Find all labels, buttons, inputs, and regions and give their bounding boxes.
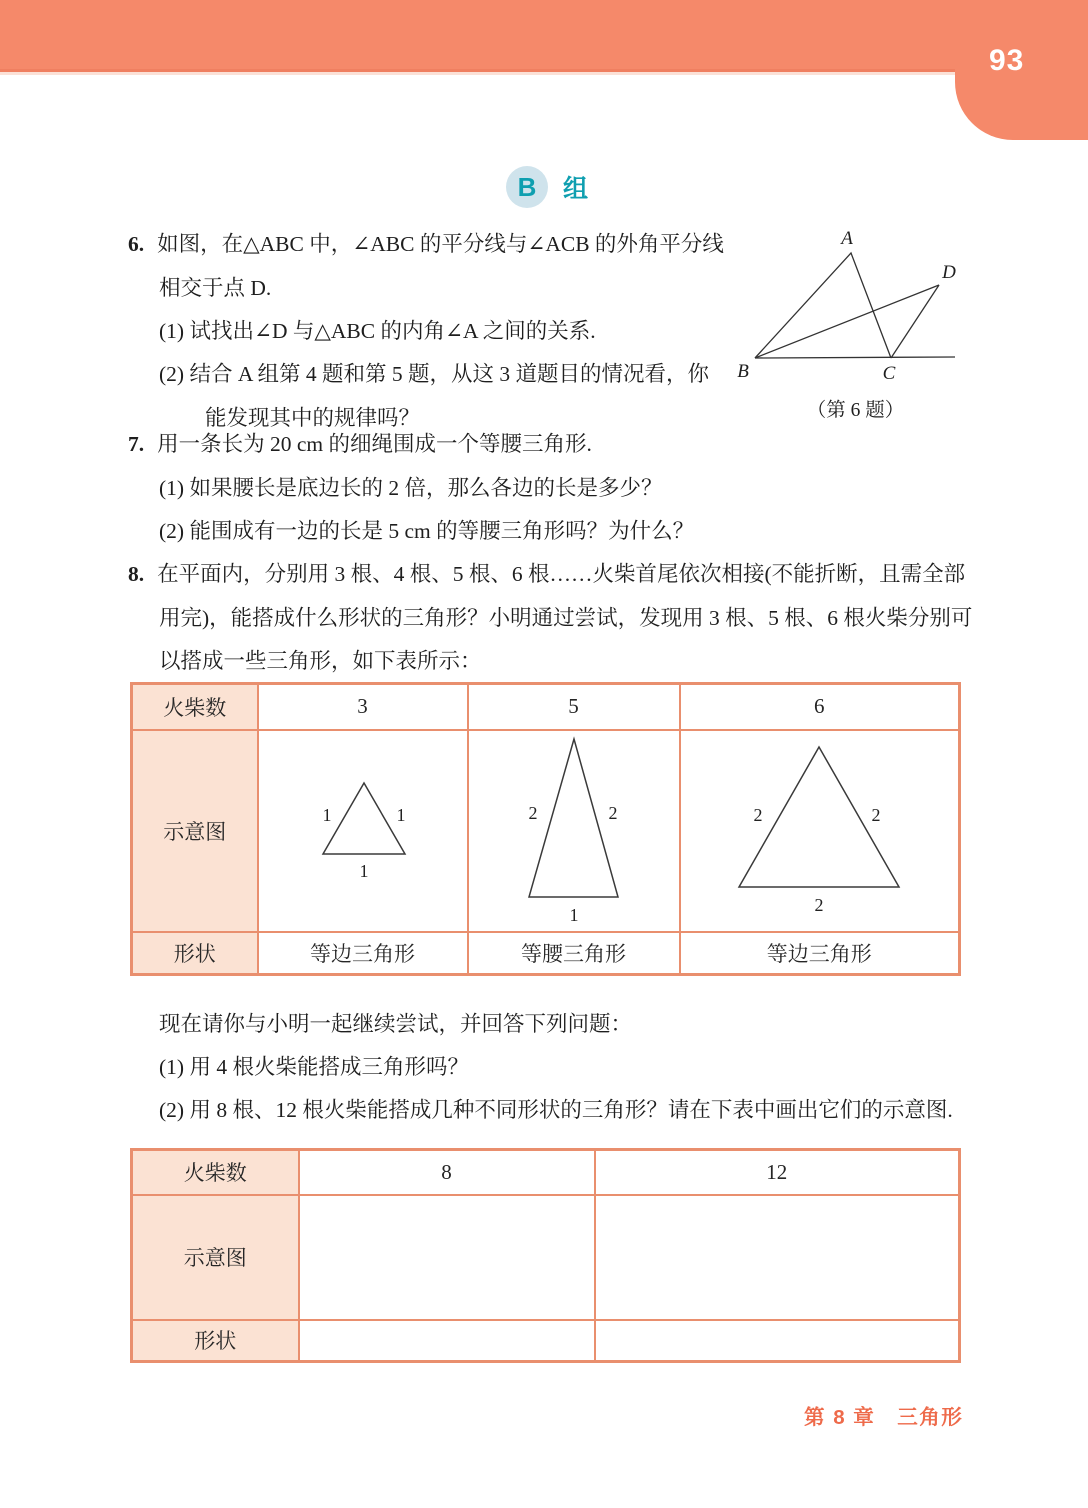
bisector-bd <box>755 285 939 358</box>
table1-count-5: 5 <box>468 684 680 730</box>
vertex-label-d: D <box>942 262 956 283</box>
group-b-header <box>506 166 588 208</box>
table2-count-12: 12 <box>595 1150 960 1195</box>
triangle-abc-sides <box>755 253 891 358</box>
tri3-left-label: 1 <box>322 804 331 825</box>
problem-8-line-1 <box>128 560 965 588</box>
matches-table-1 <box>130 682 961 976</box>
group-b-badge: B <box>506 166 548 208</box>
tri6-right-label: 2 <box>871 804 881 825</box>
vertex-label-a: A <box>841 228 853 249</box>
table1-row-shape-label: 形状 <box>132 932 258 975</box>
page-number: 93 <box>989 44 1025 77</box>
tri6-left-label: 2 <box>753 804 763 825</box>
table1-count-3: 3 <box>258 684 468 730</box>
table1-count-6: 6 <box>680 684 960 730</box>
followup-line-2: (1) 用 4 根火柴能搭成三角形吗？ <box>159 1055 469 1079</box>
table1-header-matches: 火柴数 <box>132 684 258 730</box>
figure-problem-6 <box>733 227 978 395</box>
shape-cell-empty-8 <box>299 1320 595 1362</box>
page-number-tab <box>955 0 1088 140</box>
problem-7-text-1: 用一条长为 20 cm 的细绳围成一个等腰三角形. <box>157 432 592 456</box>
matches-table-2 <box>130 1148 961 1363</box>
problem-8-text-1: 在平面内，分别用 3 根、4 根、5 根、6 根……火柴首尾依次相接(不能折断，且需全部 <box>157 562 966 586</box>
table1-shape-6: 等边三角形 <box>680 932 960 975</box>
followup-line-1: 现在请你与小明一起继续尝试，并回答下列问题： <box>159 1012 633 1036</box>
table1-shape-3: 等边三角形 <box>258 932 468 975</box>
vertex-label-b: B <box>737 361 749 382</box>
problem-8-number: 8. <box>128 562 145 586</box>
problem-6-line-1 <box>128 230 724 258</box>
table2-row-diagram-label: 示意图 <box>132 1195 299 1320</box>
problem-6-number: 6. <box>128 232 145 256</box>
table2-count-8: 8 <box>299 1150 595 1195</box>
problem-7-number: 7. <box>128 432 145 456</box>
problem-7-line-3: (2) 能围成有一边的长是 5 cm 的等腰三角形吗？为什么？ <box>159 519 695 543</box>
tri5-left-label: 2 <box>528 802 537 823</box>
table2-header-matches: 火柴数 <box>132 1150 299 1195</box>
triangle-3-matches-icon <box>261 733 465 929</box>
diagram-cell-6-matches <box>680 730 960 932</box>
tri5-right-label: 2 <box>608 802 617 823</box>
problem-8-line-2: 用完)，能搭成什么形状的三角形？小明通过尝试，发现用 3 根、5 根、6 根火柴分别可 <box>159 606 973 630</box>
problem-7-line-1 <box>128 430 592 458</box>
triangle-6-matches-icon <box>682 733 956 929</box>
problem-6-line-4: (2) 结合 A 组第 4 题和第 5 题，从这 3 道题目的情况看，你 <box>159 362 710 386</box>
table2-row-shape-label: 形状 <box>132 1320 299 1362</box>
table1-shape-5: 等腰三角形 <box>468 932 680 975</box>
group-b-label: 组 <box>563 175 589 203</box>
triangle-5-matches-icon <box>471 733 677 929</box>
tri3-right-label: 1 <box>396 804 405 825</box>
vertex-label-c: C <box>882 363 896 384</box>
figure-6-caption: （第 6 题） <box>806 400 905 421</box>
problem-8-line-3: 以搭成一些三角形，如下表所示： <box>159 649 482 673</box>
tri6-base-label: 2 <box>814 894 824 915</box>
tri3-base-label: 1 <box>359 860 368 881</box>
chapter-footer: 第 8 章 三角形 <box>804 1406 964 1429</box>
diagram-cell-empty-8 <box>299 1195 595 1320</box>
tri5-base-label: 1 <box>569 904 578 925</box>
diagram-cell-empty-12 <box>595 1195 960 1320</box>
diagram-cell-3-matches <box>258 730 468 932</box>
shape-cell-empty-12 <box>595 1320 960 1362</box>
base-line-bc-extended <box>755 357 955 358</box>
table1-row-diagram-label: 示意图 <box>132 730 258 932</box>
followup-line-3: (2) 用 8 根、12 根火柴能搭成几种不同形状的三角形？请在下表中画出它们的示意图. <box>159 1098 953 1122</box>
external-bisector-cd <box>891 285 939 358</box>
problem-6-line-3: (1) 试找出∠D 与△ABC 的内角∠A 之间的关系. <box>159 319 596 343</box>
problem-7-line-2: (1) 如果腰长是底边长的 2 倍，那么各边的长是多少？ <box>159 476 663 500</box>
top-banner <box>0 0 1088 72</box>
diagram-cell-5-matches <box>468 730 680 932</box>
problem-6-line-5: 能发现其中的规律吗？ <box>205 406 421 430</box>
problem-6-text-1: 如图，在△ABC 中，∠ABC 的平分线与∠ACB 的外角平分线 <box>157 232 724 256</box>
problem-6-line-2: 相交于点 D. <box>159 276 272 300</box>
